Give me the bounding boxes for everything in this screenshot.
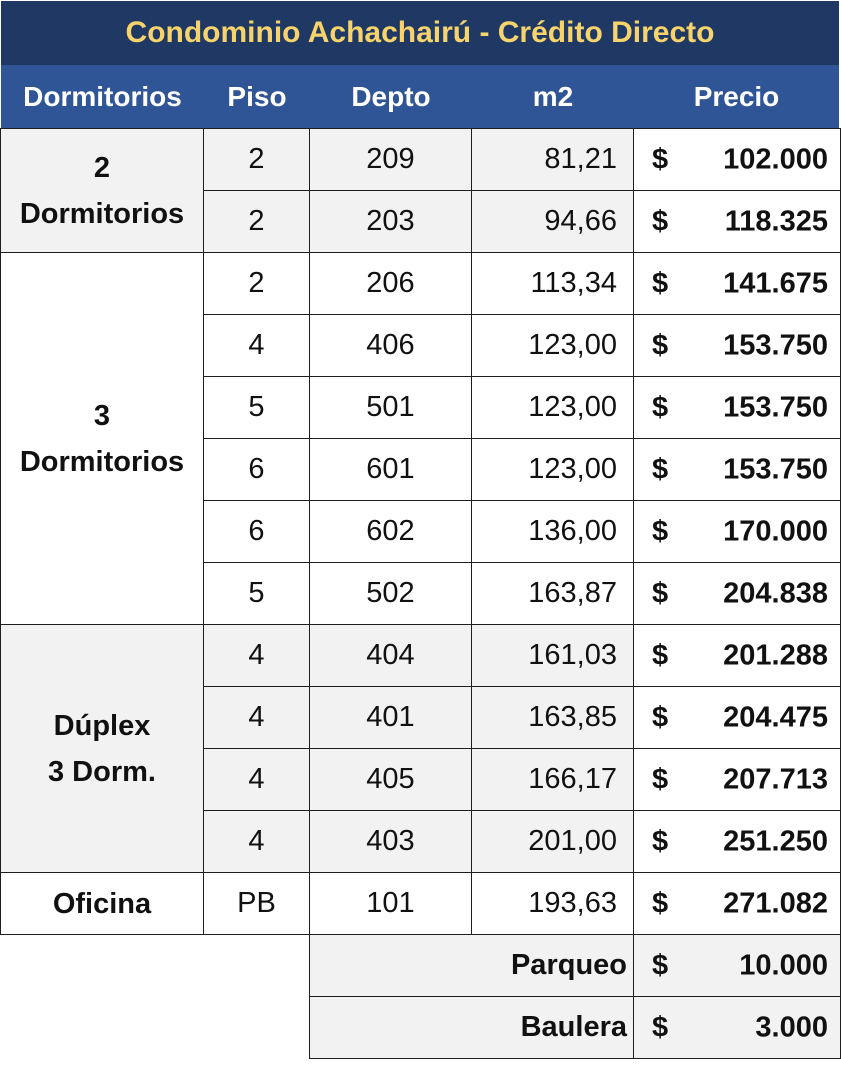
m2-cell: 161,03 (472, 625, 634, 687)
currency-symbol: $ (652, 887, 669, 919)
group-label-line1: 2 (93, 151, 111, 184)
depto-cell: 405 (310, 749, 472, 811)
header-depto: Depto (351, 80, 431, 112)
depto-cell: 406 (310, 315, 472, 377)
piso-cell: 4 (204, 687, 310, 749)
piso-cell: 6 (204, 439, 310, 501)
depto-cell: 203 (310, 191, 472, 253)
sheet-title: Condominio Achachairú - Crédito Directo (1, 1, 839, 65)
table-row (1, 625, 841, 687)
piso-cell: 6 (204, 501, 310, 563)
group-label-line1: Dúplex (53, 709, 151, 742)
price-cell (634, 253, 841, 315)
price-amount: 102.000 (723, 143, 828, 175)
price-cell (634, 811, 841, 873)
price-cell (634, 625, 841, 687)
depto-cell: 206 (310, 253, 472, 315)
header-piso: Piso (227, 80, 287, 112)
m2-cell: 201,00 (472, 811, 634, 873)
price-cell (634, 315, 841, 377)
depto-cell: 404 (310, 625, 472, 687)
m2-cell: 193,63 (472, 873, 634, 935)
price-cell (634, 191, 841, 253)
header-dormitorios: Dormitorios (23, 80, 182, 112)
piso-cell: 4 (204, 811, 310, 873)
piso-cell: 2 (204, 253, 310, 315)
m2-cell: 94,66 (472, 191, 634, 253)
piso-cell: 4 (204, 625, 310, 687)
group-label (1, 625, 204, 873)
price-cell (634, 873, 841, 935)
price-cell (634, 563, 841, 625)
extra-price-cell (634, 935, 841, 997)
extra-row (1, 935, 841, 997)
price-amount: 271.082 (723, 887, 828, 919)
extra-price-cell (634, 997, 841, 1059)
group-label-line1: 3 (93, 399, 111, 432)
price-table (0, 128, 841, 1059)
header-precio: Precio (693, 80, 780, 112)
price-cell (634, 501, 841, 563)
extra-label: Baulera (310, 997, 634, 1059)
currency-symbol: $ (652, 577, 669, 609)
depto-cell: 209 (310, 129, 472, 191)
table-row (1, 253, 841, 315)
group-label (1, 129, 204, 253)
depto-cell: 502 (310, 563, 472, 625)
m2-cell: 113,34 (472, 253, 634, 315)
currency-symbol: $ (652, 763, 669, 795)
extra-price-amount: 10.000 (739, 949, 828, 981)
price-amount: 204.838 (723, 577, 828, 609)
depto-cell: 501 (310, 377, 472, 439)
price-cell (634, 129, 841, 191)
currency-symbol: $ (652, 205, 669, 237)
extra-label: Parqueo (310, 935, 634, 997)
header-m2: m2 (532, 80, 574, 112)
group-label-line2: Dormitorios (19, 445, 185, 478)
price-amount: 118.325 (724, 205, 828, 237)
currency-symbol: $ (652, 515, 669, 547)
m2-cell: 163,87 (472, 563, 634, 625)
currency-symbol: $ (652, 329, 669, 361)
m2-cell: 123,00 (472, 315, 634, 377)
currency-symbol: $ (652, 949, 669, 981)
piso-cell: 5 (204, 377, 310, 439)
price-amount: 251.250 (723, 825, 828, 857)
column-header-row (1, 65, 839, 128)
piso-cell: 2 (204, 191, 310, 253)
price-cell (634, 439, 841, 501)
price-cell (634, 687, 841, 749)
depto-cell: 601 (310, 439, 472, 501)
currency-symbol: $ (652, 453, 669, 485)
m2-cell: 136,00 (472, 501, 634, 563)
currency-symbol: $ (652, 639, 669, 671)
extra-price-amount: 3.000 (755, 1011, 828, 1043)
empty-cell (1, 935, 310, 997)
currency-symbol: $ (652, 143, 669, 175)
m2-cell: 123,00 (472, 377, 634, 439)
currency-symbol: $ (652, 267, 669, 299)
group-label-line2: Dormitorios (19, 197, 185, 230)
currency-symbol: $ (652, 1011, 669, 1043)
piso-cell: 4 (204, 749, 310, 811)
price-amount: 207.713 (723, 763, 828, 795)
price-amount: 170.000 (723, 515, 828, 547)
m2-cell: 123,00 (472, 439, 634, 501)
depto-cell: 401 (310, 687, 472, 749)
price-amount: 201.288 (723, 639, 828, 671)
depto-cell: 602 (310, 501, 472, 563)
price-cell (634, 749, 841, 811)
price-amount: 153.750 (723, 391, 828, 423)
extra-row (1, 997, 841, 1059)
table-row (1, 129, 841, 191)
currency-symbol: $ (652, 701, 669, 733)
piso-cell: 4 (204, 315, 310, 377)
table-row (1, 873, 841, 935)
piso-cell: 2 (204, 129, 310, 191)
price-amount: 204.475 (723, 701, 828, 733)
group-label (1, 253, 204, 625)
price-cell (634, 377, 841, 439)
price-amount: 141.675 (723, 267, 828, 299)
piso-cell: PB (204, 873, 310, 935)
depto-cell: 403 (310, 811, 472, 873)
group-label-line1: Oficina (52, 887, 152, 920)
m2-cell: 163,85 (472, 687, 634, 749)
m2-cell: 166,17 (472, 749, 634, 811)
currency-symbol: $ (652, 825, 669, 857)
depto-cell: 101 (310, 873, 472, 935)
piso-cell: 5 (204, 563, 310, 625)
group-label-line2: 3 Dorm. (48, 755, 156, 788)
m2-cell: 81,21 (472, 129, 634, 191)
empty-cell (1, 997, 310, 1059)
currency-symbol: $ (652, 391, 669, 423)
group-label (1, 873, 204, 935)
price-amount: 153.750 (723, 329, 828, 361)
price-amount: 153.750 (723, 453, 828, 485)
